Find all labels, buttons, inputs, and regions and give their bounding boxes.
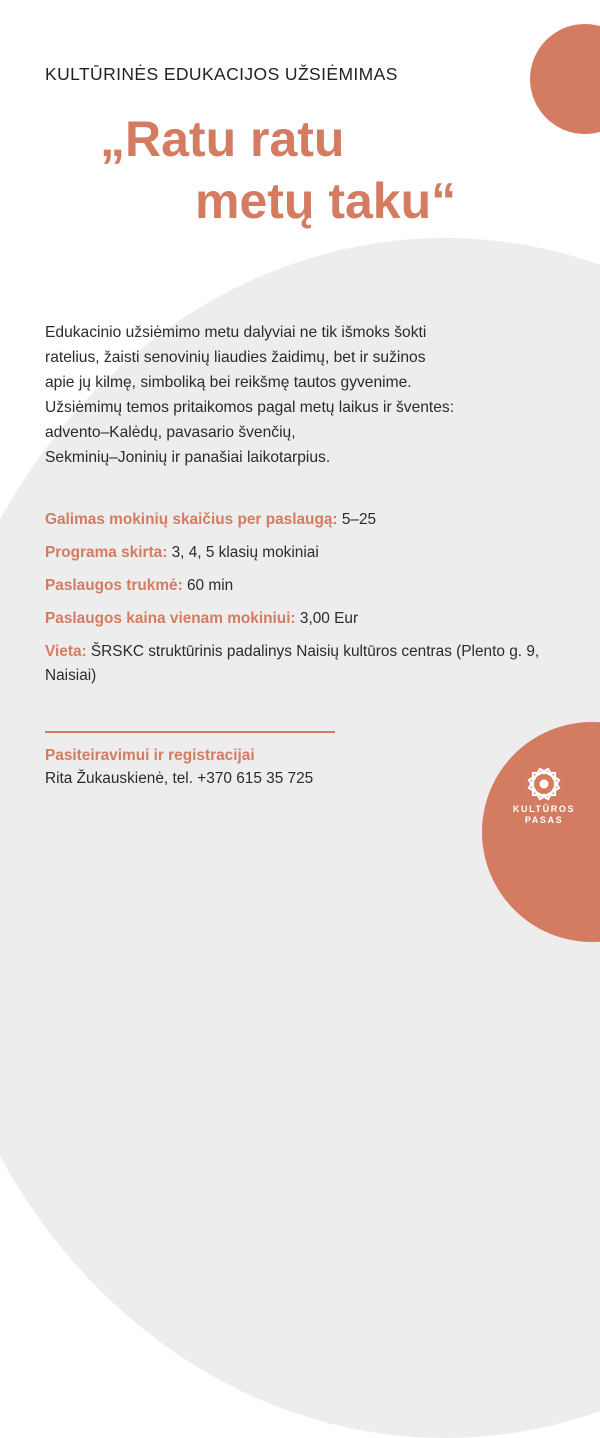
kulturos-pasas-logo-icon: [524, 764, 564, 804]
fact-value: 3, 4, 5 klasių mokiniai: [171, 544, 319, 561]
kulturos-pasas-logo: [504, 764, 584, 826]
title-line-1: „Ratu ratu: [100, 111, 345, 167]
fact-label: Paslaugos kaina vienam mokiniui:: [45, 610, 296, 627]
fact-value: 60 min: [187, 577, 234, 594]
description-line: apie jų kilmę, simboliką bei reikšmę tautos gyvenime.: [45, 374, 412, 391]
contact-block: [45, 744, 313, 790]
title-line-2: metų taku“: [195, 173, 457, 229]
event-description: [45, 320, 565, 470]
description-line: advento–Kalėdų, pavasario švenčių,: [45, 424, 296, 441]
description-line: ratelius, žaisti senovinių liaudies žaidimų, bet ir sužinos: [45, 349, 426, 366]
event-title: [100, 108, 520, 232]
fact-value: 3,00 Eur: [299, 610, 359, 627]
event-facts: [45, 508, 565, 697]
corner-decor-circle: [530, 24, 600, 134]
fact-label: Galimas mokinių skaičius per paslaugą:: [45, 511, 338, 528]
description-line: Užsiėmimų temos pritaikomos pagal metų laikus ir šventes:: [45, 399, 455, 416]
fact-price: [45, 607, 565, 631]
fact-value: ŠRSKC struktūrinis padalinys Naisių kultūros centras (Plento g. 9, Naisiai): [45, 643, 540, 684]
contact-person: Rita Žukauskienė, tel. +370 615 35 725: [45, 770, 314, 787]
fact-label: Vieta:: [45, 643, 87, 660]
logo-word-1: KULTŪROS: [512, 804, 576, 814]
fact-label: Programa skirta:: [45, 544, 168, 561]
contact-heading: Pasiteiravimui ir registracijai: [45, 747, 255, 764]
event-type-subtitle: KULTŪRINĖS EDUKACIJOS UŽSIĖMIMAS: [45, 64, 398, 84]
fact-value: 5–25: [341, 511, 377, 528]
contact-divider: [45, 731, 335, 733]
fact-audience: [45, 541, 565, 565]
logo-word-2: PASAS: [524, 815, 564, 825]
description-line: Edukacinio užsiėmimo metu dalyviai ne tik išmoks šokti: [45, 324, 427, 341]
fact-location: [45, 640, 565, 688]
description-line: Sekminių–Joninių ir panašiai laikotarpius.: [45, 449, 331, 466]
fact-student-count: [45, 508, 565, 532]
fact-duration: [45, 574, 565, 598]
fact-label: Paslaugos trukmė:: [45, 577, 183, 594]
